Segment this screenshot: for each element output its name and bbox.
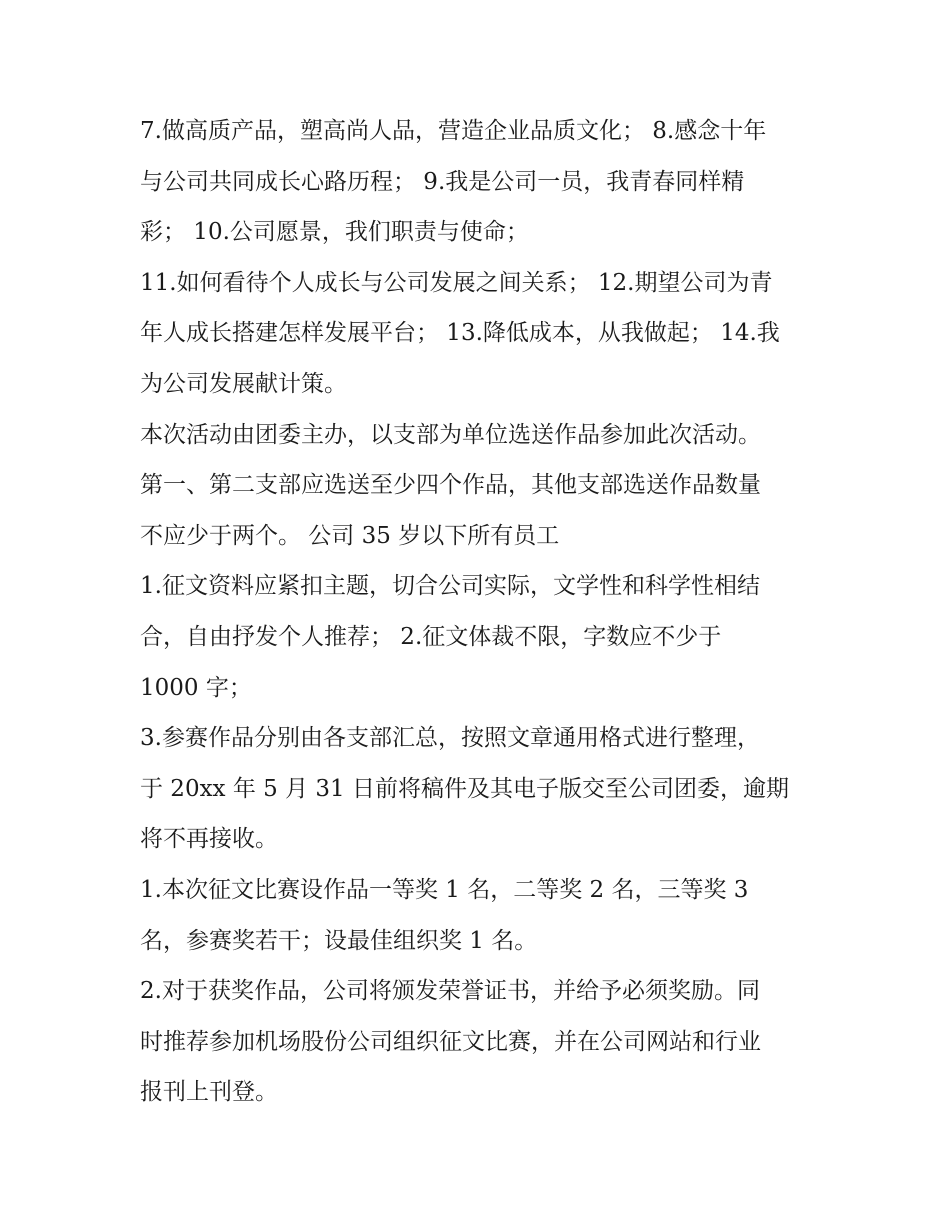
text-line: 时推荐参加机场股份公司组织征文比赛，并在公司网站和行业 [140,1028,761,1055]
text-line: 与公司共同成长心路历程； 9.我是公司一员，我青春同样精 [140,168,745,195]
text-line: 3.参赛作品分别由各支部汇总，按照文章通用格式进行整理， [140,725,760,752]
text-line: 于 20xx 年 5 月 31 日前将稿件及其电子版交至公司团委，逾期 [140,775,789,802]
text-line: 2.对于获奖作品，公司将颁发荣誉证书，并给予必须奖励。同 [140,978,760,1005]
text-line: 11.如何看待个人成长与公司发展之间关系； 12.期望公司为青 [140,269,773,296]
text-line: 7.做高质产品，塑高尚人品，营造企业品质文化； 8.感念十年 [140,118,767,144]
text-line: 年人成长搭建怎样发展平台； 13.降低成本，从我做起； 14.我 [140,320,780,347]
text-line: 1.本次征文比赛设作品一等奖 1 名，二等奖 2 名，三等奖 3 [140,876,749,903]
text-line: 1000 字； [140,674,252,701]
text-line: 第一、第二支部应选送至少四个作品，其他支部选送作品数量 [140,472,761,499]
document-body [140,106,830,1118]
text-line: 1.征文资料应紧扣主题，切合公司实际，文学性和科学性相结 [140,573,760,600]
text-line: 为公司发展献计策。 [140,370,347,397]
text-line: 不应少于两个。 公司 35 岁以下所有员工 [140,522,560,549]
text-line: 名，参赛奖若干；设最佳组织奖 1 名。 [140,927,538,954]
text-line: 报刊上刊登。 [140,1079,278,1106]
text-line: 本次活动由团委主办，以支部为单位选送作品参加此次活动。 [140,421,761,448]
text-line: 彩； 10.公司愿景，我们职责与使命； [140,219,529,246]
text-line: 合，自由抒发个人推荐； 2.征文体裁不限，字数应不少于 [140,623,722,650]
text-line: 将不再接收。 [140,826,278,853]
